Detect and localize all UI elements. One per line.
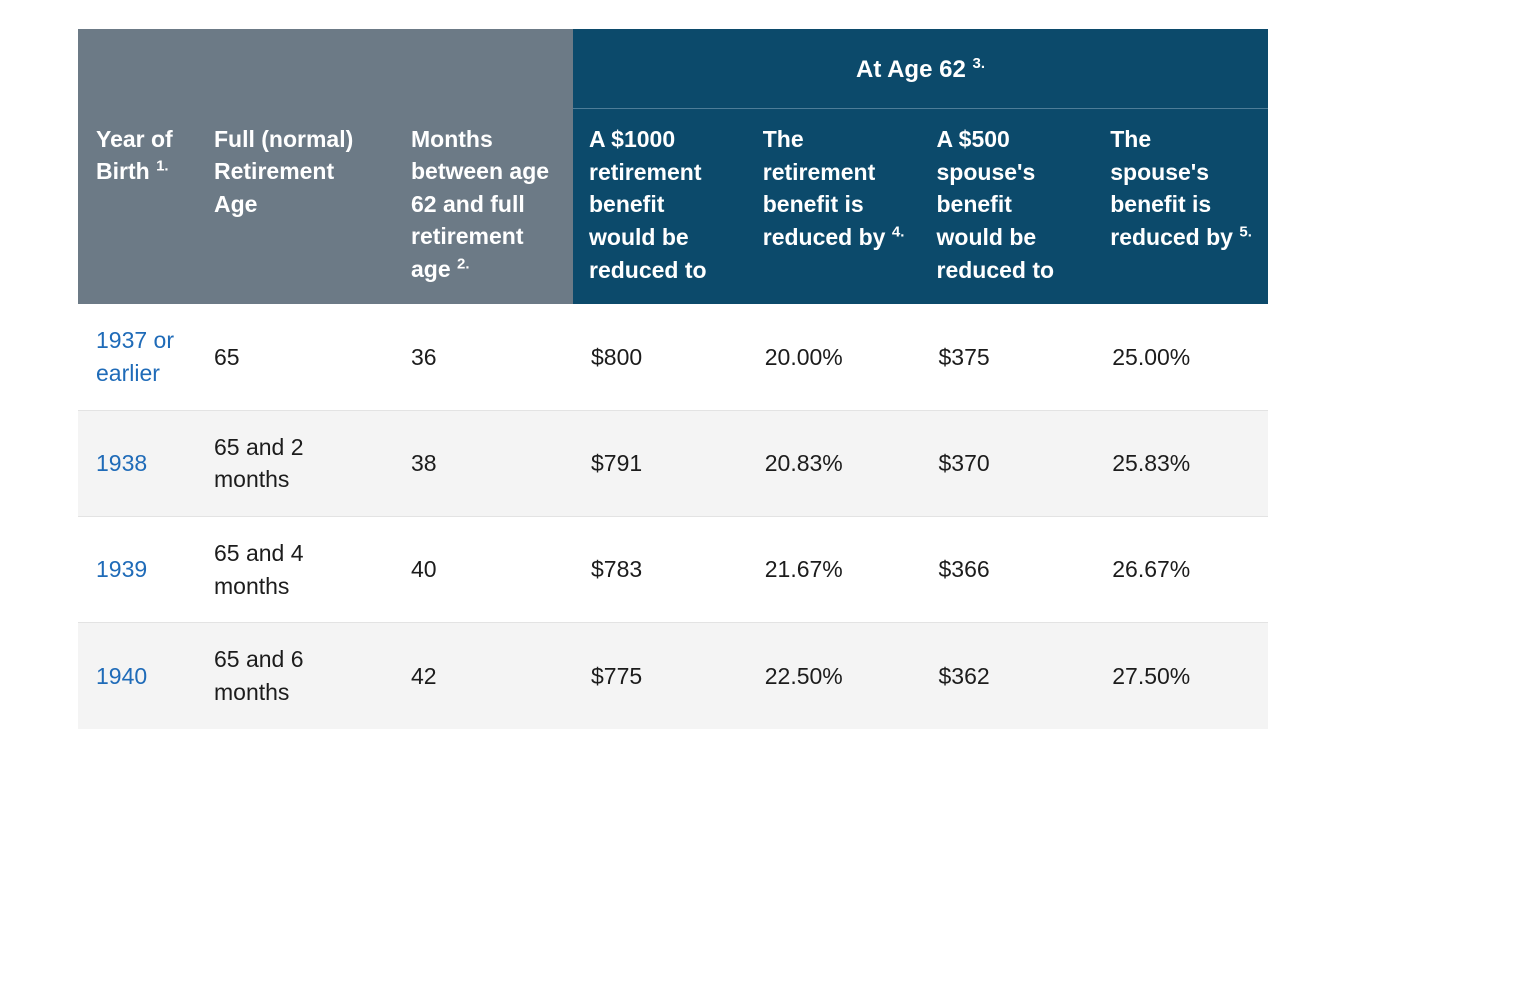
column-header-label: Months between age 62 and full retirement age (411, 125, 550, 283)
column-header-spouse-reduced-by (1094, 109, 1268, 305)
column-header-footnote: 4. (891, 223, 905, 241)
cell-retirement-reduced-to: $800 (591, 343, 643, 370)
cell-retirement-reduced-to: $783 (573, 516, 747, 622)
cell-year-of-birth (78, 623, 196, 729)
table-row (78, 623, 1268, 729)
cell-spouse-reduced-by: 25.83% (1094, 410, 1268, 516)
table-body (78, 304, 1268, 728)
year-of-birth-link[interactable]: 1937 or earlier (96, 327, 175, 386)
group-header-spacer-months (393, 29, 573, 109)
cell-year-of-birth (78, 410, 196, 516)
cell-retirement-reduced-by: 20.00% (764, 343, 843, 370)
column-header-retirement-reduced-by (747, 109, 921, 305)
cell-year-of-birth (78, 516, 196, 622)
cell-spouse-reduced-by: 26.67% (1094, 516, 1268, 622)
cell-months-between: 38 (393, 410, 573, 516)
table-head (78, 29, 1268, 304)
table-row (78, 516, 1268, 622)
table-group-header-row (78, 29, 1268, 109)
group-header-footnote: 3. (972, 55, 985, 72)
column-header-label: A $1000 retirement benefit would be reduced to (589, 126, 707, 283)
column-header-label: Full (normal) Retirement Age (214, 125, 354, 217)
column-header-label: Year of Birth (96, 125, 173, 185)
cell-months-between: 42 (393, 623, 573, 729)
cell-full-retirement-age: 65 and 2 months (196, 410, 393, 516)
column-header-spouse-reduced-to (921, 109, 1095, 305)
cell-retirement-reduced-by: 22.50% (747, 623, 921, 729)
cell-spouse-reduced-to: $366 (921, 516, 1095, 622)
retirement-benefits-table (78, 29, 1268, 729)
column-header-footnote: 1. (156, 157, 169, 175)
group-header-at-age-62 (573, 29, 1268, 109)
cell-retirement-reduced-to: $791 (573, 410, 747, 516)
cell-spouse-reduced-by: 27.50% (1094, 623, 1268, 729)
cell-year-of-birth (78, 304, 196, 410)
column-header-footnote: 5. (1239, 223, 1252, 241)
group-header-spacer-year (78, 29, 196, 109)
group-header-label: At Age 62 (856, 56, 966, 83)
column-header-label: The retirement benefit is reduced by (762, 126, 886, 250)
year-of-birth-link[interactable]: 1938 (96, 449, 148, 476)
cell-months-between: 36 (411, 343, 437, 370)
cell-spouse-reduced-to: $362 (921, 623, 1095, 729)
table-column-header-row (78, 109, 1268, 305)
cell-spouse-reduced-to: $370 (921, 410, 1095, 516)
column-header-label: A $500 spouse's benefit would be reduced to (936, 126, 1055, 283)
cell-retirement-reduced-to: $775 (573, 623, 747, 729)
column-header-retirement-reduced-to (573, 109, 747, 305)
column-header-full-retirement-age (196, 109, 393, 305)
cell-retirement-reduced-by: 20.83% (747, 410, 921, 516)
column-header-label: The spouse's benefit is reduced by (1110, 126, 1233, 250)
cell-spouse-reduced-by: 25.00% (1112, 343, 1191, 370)
cell-spouse-reduced-to: $375 (938, 343, 990, 370)
year-of-birth-link[interactable]: 1939 (96, 556, 148, 583)
cell-retirement-reduced-by: 21.67% (747, 516, 921, 622)
cell-full-retirement-age: 65 (214, 343, 240, 370)
column-header-footnote: 2. (457, 255, 470, 273)
year-of-birth-link[interactable]: 1940 (96, 662, 148, 689)
cell-months-between: 40 (393, 516, 573, 622)
cell-full-retirement-age: 65 and 6 months (196, 623, 393, 729)
table-row (78, 410, 1268, 516)
column-header-year-of-birth (78, 109, 196, 305)
group-header-spacer-fra (196, 29, 393, 109)
column-header-months-between (393, 109, 573, 305)
table-row (78, 304, 1268, 410)
cell-full-retirement-age: 65 and 4 months (196, 516, 393, 622)
